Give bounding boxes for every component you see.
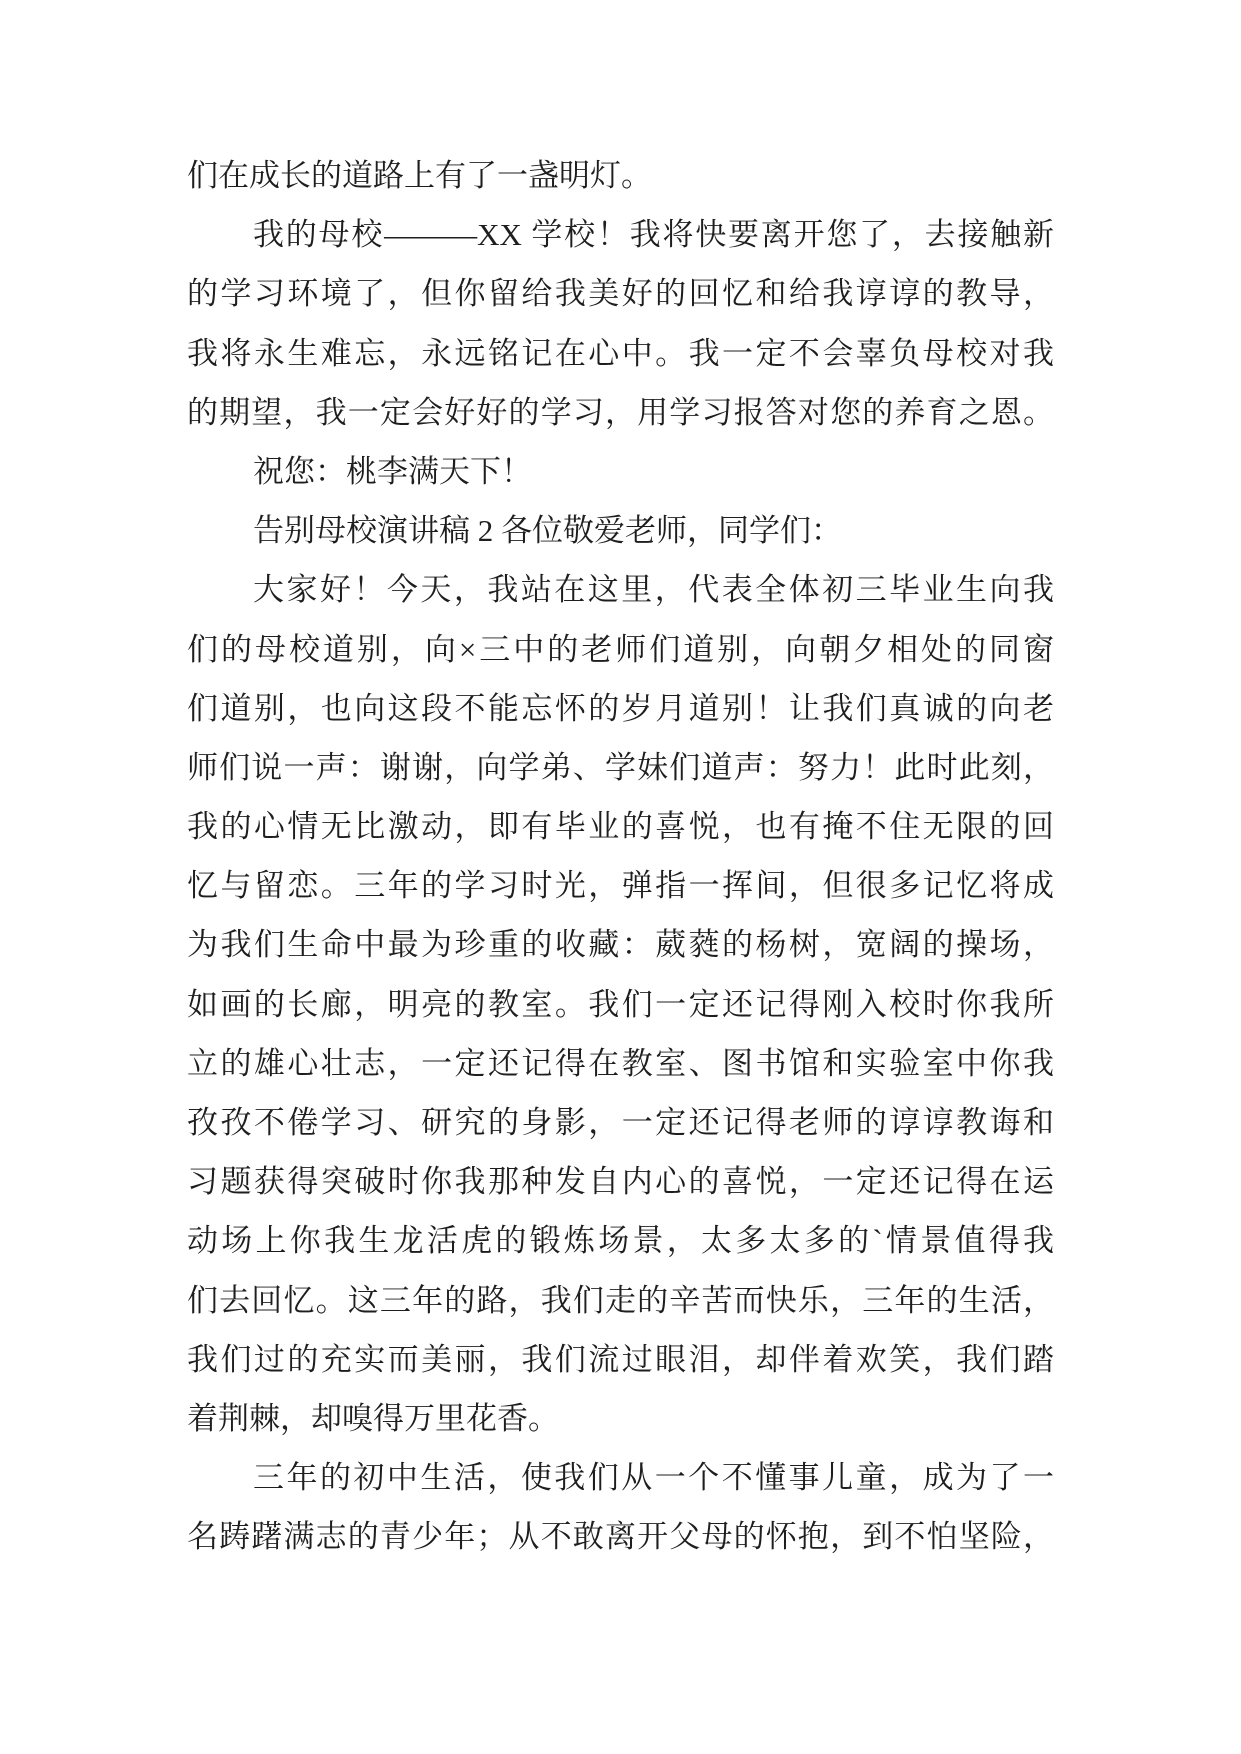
text-line: 立的雄心壮志，一定还记得在教室、图书馆和实验室中你我: [187, 1045, 1054, 1081]
paragraph: [187, 501, 1054, 560]
text-line: 的学习环境了，但你留给我美好的回忆和给我谆谆的教导，: [187, 276, 1054, 312]
text-line: 们去回忆。这三年的路，我们走的辛苦而快乐，三年的生活，: [187, 1282, 1054, 1318]
text-line: 们在成长的道路上有了一盏明灯。: [187, 158, 652, 193]
text-line: 的期望，我一定会好好的学习，用学习报答对您的养育之恩。: [187, 394, 1054, 430]
text-line: 着荆棘，却嗅得万里花香。: [187, 1400, 559, 1436]
text-line: 我们过的充实而美丽，我们流过眼泪，却伴着欢笑，我们踏: [187, 1341, 1054, 1377]
paragraph: [187, 146, 1054, 205]
text-line: 忆与留恋。三年的学习时光，弹指一挥间，但很多记忆将成: [187, 868, 1054, 904]
paragraph: [187, 1448, 1054, 1566]
text-line: 习题获得突破时你我那种发自内心的喜悦，一定还记得在运: [187, 1164, 1054, 1200]
text-line: 动场上你我生龙活虎的锻炼场景，太多太多的`情景值得我: [187, 1223, 1054, 1259]
text-line: 师们说一声：谢谢，向学弟、学妹们道声：努力！此时此刻，: [187, 749, 1054, 785]
text-line: 大家好！今天，我站在这里，代表全体初三毕业生向我: [253, 572, 1054, 608]
text-line: 告别母校演讲稿 2 各位敬爱老师，同学们：: [253, 513, 842, 549]
paragraph: [187, 205, 1054, 442]
text-line: 我的母校———XX 学校！我将快要离开您了，去接触新: [253, 217, 1054, 253]
paragraph: [187, 560, 1054, 1448]
text-line: 名踌躇满志的青少年；从不敢离开父母的怀抱，到不怕坚险，: [187, 1519, 1054, 1555]
text-line: 如画的长廊，明亮的教室。我们一定还记得刚入校时你我所: [187, 986, 1054, 1022]
text-line: 三年的初中生活，使我们从一个不懂事儿童，成为了一: [253, 1460, 1054, 1496]
text-line: 为我们生命中最为珍重的收藏：葳蕤的杨树，宽阔的操场，: [187, 927, 1054, 963]
text-line: 孜孜不倦学习、研究的身影，一定还记得老师的谆谆教诲和: [187, 1105, 1054, 1140]
text-line: 我的心情无比激动，即有毕业的喜悦，也有掩不住无限的回: [187, 809, 1054, 845]
paragraph: [187, 442, 1054, 501]
text-line: 们的母校道别，向×三中的老师们道别，向朝夕相处的同窗: [187, 631, 1054, 667]
document-body: [187, 146, 1054, 1567]
text-line: 祝您：桃李满天下！: [253, 453, 532, 489]
text-line: 我将永生难忘，永远铭记在心中。我一定不会辜负母校对我: [187, 335, 1054, 371]
text-line: 们道别，也向这段不能忘怀的岁月道别！让我们真诚的向老: [187, 690, 1054, 726]
